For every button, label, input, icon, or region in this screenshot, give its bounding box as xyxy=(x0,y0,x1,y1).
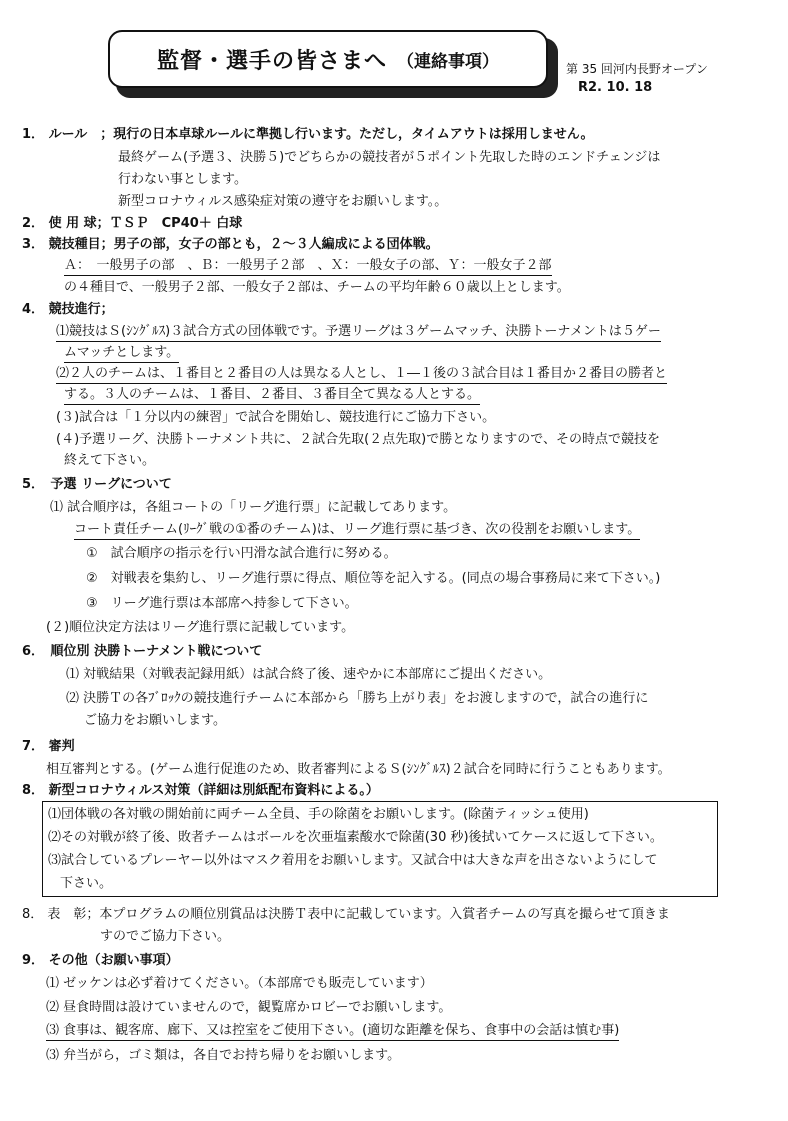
progress-line: ⑴競技はＳ(ｼﾝｸﾞﾙｽ)３試合方式の団体戦です。予選リーグは３ゲームマッチ、決勝トーナメントは５ゲー xyxy=(56,323,661,342)
section-ball: 2． 使 用 球；ＴＳＰ CP40＋ 白球 xyxy=(22,216,243,231)
rules-line: 行わない事とします。 xyxy=(118,172,247,187)
section-rules: 1． ルール ；現行の日本卓球ルールに準拠し行います。ただし，タイムアウトは採用しません。 xyxy=(22,127,594,142)
progress-line: ⑵２人のチームは、１番目と２番目の人は異なる人とし、１―１後の３試合目は１番目か２番目の勝者と xyxy=(56,365,667,384)
progress-line: (３)試合は「１分以内の練習」で試合を開始し、競技進行にご協力下さい。 xyxy=(56,410,496,425)
rules-line: 新型コロナウィルス感染症対策の遵守をお願いします。。 xyxy=(118,194,448,209)
others-line: ⑶ 弁当がら，ゴミ類は，各自でお持ち帰りをお願いします。 xyxy=(46,1048,401,1063)
events-line: の４種目で、一般男子２部、一般女子２部は、チームの平均年齢６０歳以上とします。 xyxy=(64,280,570,295)
section-events: 3． 競技種目；男子の部，女子の部とも，２～３人編成による団体戦。 xyxy=(22,237,439,252)
covid-line: 下さい。 xyxy=(60,876,113,891)
progress-line: 終えて下さい。 xyxy=(64,453,156,468)
league-line: ③ リーグ進行票は本部席へ持参して下さい。 xyxy=(86,596,358,611)
section-tournament: 6． 順位別 決勝トーナメント戦について xyxy=(22,644,263,659)
tournament-line: ⑵ 決勝Ｔの各ﾌﾞﾛｯｸの競技進行チームに本部から「勝ち上がり表」をお渡しますので，試合の進行に xyxy=(66,691,649,706)
document-date: R2. 10. 18 xyxy=(578,80,653,95)
covid-line: ⑶試合しているプレーヤー以外はマスク着用をお願いします。又試合中は大きな声を出さないようにして xyxy=(48,853,658,868)
section-others: 9． その他（お願い事項） xyxy=(22,953,179,968)
tournament-line: ご協力をお願いします。 xyxy=(84,713,226,728)
rules-line: 最終ゲーム(予選３、決勝５)でどちらかの競技者が５ポイント先取した時のエンドチェンジは xyxy=(118,150,661,165)
page-subtitle: （連絡事項） xyxy=(397,51,499,72)
covid-line: ⑵その対戦が終了後、敗者チームはボールを次亜塩素酸水で除菌(30 秒)後拭いてケースに返して下さい。 xyxy=(48,830,663,845)
progress-line: ムマッチとします。 xyxy=(64,344,179,363)
events-line: Ａ： 一般男子の部 、Ｂ：一般男子２部 、Ｘ：一般女子の部、Ｙ：一般女子２部 xyxy=(64,257,552,276)
section-awards: 8． 表 彰；本プログラムの順位別賞品は決勝Ｔ表中に記載しています。入賞者チームの写真を撮らせて頂きま xyxy=(22,907,670,922)
page-title: 監督・選手の皆さまへ xyxy=(156,48,387,74)
title-box xyxy=(108,30,548,88)
section-covid: 8． 新型コロナウィルス対策（詳細は別紙配布資料による。） xyxy=(22,783,379,798)
section-referee: 7． 審判 xyxy=(22,739,75,754)
referee-line: 相互審判とする。(ゲーム進行促進のため、敗者審判によるＳ(ｼﾝｸﾞﾙｽ)２試合を同時に行うこともあります。 xyxy=(46,762,671,777)
event-name: 第 35 回河内長野オープン xyxy=(566,62,708,76)
covid-line: ⑴団体戦の各対戦の開始前に両チーム全員、手の除菌をお願いします。(除菌ティッシュ使用) xyxy=(48,807,589,822)
others-line: ⑶ 食事は、観客席、廊下、又は控室をご使用下さい。(適切な距離を保ち、食事中の会話は慎む事) xyxy=(46,1022,619,1041)
others-line: ⑴ ゼッケンは必ず着けてください。（本部席でも販売しています） xyxy=(46,976,433,991)
league-line: コート責任チーム(ﾘｰｸﾞ戦の①番のチーム)は、リーグ進行票に基づき、次の役割をお願いします。 xyxy=(74,521,640,540)
league-line: ⑴ 試合順序は，各組コートの「リーグ進行票」に記載してあります。 xyxy=(50,500,457,515)
tournament-line: ⑴ 対戦結果（対戦表記録用紙）は試合終了後、速やかに本部席にご提出ください。 xyxy=(66,667,552,682)
league-line: ① 試合順序の指示を行い円滑な試合進行に努める。 xyxy=(86,546,397,561)
awards-line: すのでご協力下さい。 xyxy=(100,929,231,944)
others-line: ⑵ 昼食時間は設けていませんので，観覧席かロビーでお願いします。 xyxy=(46,1000,452,1015)
progress-line: (４)予選リーグ、決勝トーナメント共に、２試合先取(２点先取)で勝となりますので、その時点で競技を xyxy=(56,432,660,447)
league-line: (２)順位決定方法はリーグ進行票に記載しています。 xyxy=(46,620,355,635)
section-league: 5． 予選 リーグについて xyxy=(22,477,172,492)
league-line: ② 対戦表を集約し、リーグ進行票に得点、順位等を記入する。(同点の場合事務局に来て下さい。) xyxy=(86,571,661,586)
progress-line: する。３人のチームは、１番目、２番目、３番目全て異なる人とする。 xyxy=(64,386,480,405)
section-progress: 4． 競技進行； xyxy=(22,302,114,317)
